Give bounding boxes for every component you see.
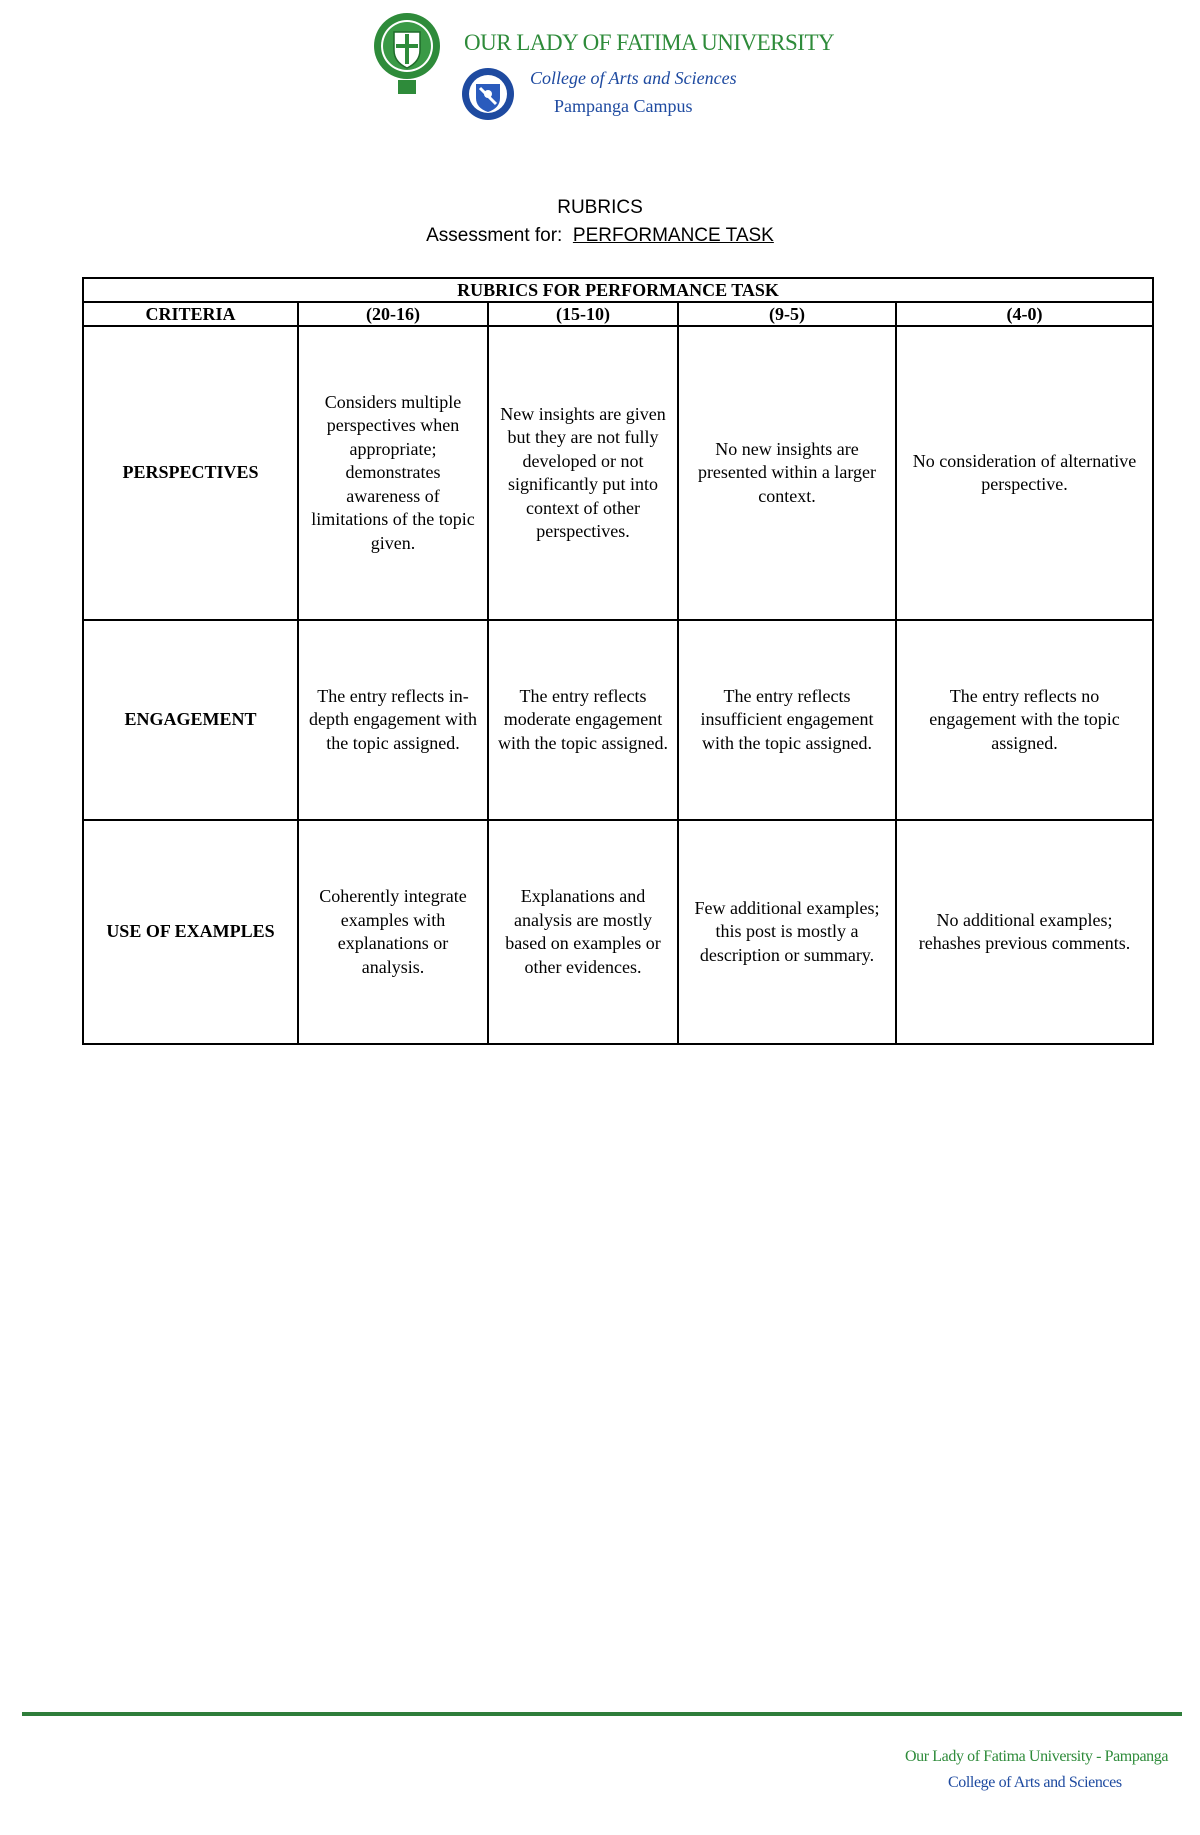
letterhead [372,6,835,126]
descriptor-cell: The entry reflects moderate engagement with the topic assigned. [488,620,678,820]
descriptor-cell: New insights are given but they are not fully developed or not significantly put into context of other perspectives. [488,326,678,620]
descriptor-cell: Considers multiple perspectives when appropriate; demonstrates awareness of limitations of the topic given. [298,326,488,620]
descriptor-cell: Explanations and analysis are mostly based on examples or other evidences. [488,820,678,1044]
header-score-15-10: (15-10) [488,302,678,326]
title-block [0,194,1200,250]
criteria-cell: ENGAGEMENT [83,620,298,820]
footer-divider [22,1712,1182,1716]
rubric-caption-row [83,278,1153,302]
descriptor-cell: No additional examples; rehashes previous comments. [896,820,1153,1044]
assessment-task: PERFORMANCE TASK [572,225,774,246]
header-criteria: CRITERIA [83,302,298,326]
campus-name: Pampanga Campus [554,96,693,116]
descriptor-cell: Few additional examples; this post is mostly a description or summary. [678,820,896,1044]
criteria-cell: USE OF EXAMPLES [83,820,298,1044]
rubric-table [82,277,1154,1045]
rubric-row-perspectives [83,326,1153,620]
college-seal-icon [460,62,516,128]
descriptor-cell: Coherently integrate examples with explanations or analysis. [298,820,488,1044]
descriptor-cell: No new insights are presented within a larger context. [678,326,896,620]
footer-university: Our Lady of Fatima University - Pampanga [905,1748,1169,1765]
rubric-header-row [83,302,1153,326]
college-name: College of Arts and Sciences [530,68,737,88]
descriptor-cell: No consideration of alternative perspective. [896,326,1153,620]
criteria-cell: PERSPECTIVES [83,326,298,620]
header-score-9-5: (9-5) [678,302,896,326]
header-score-4-0: (4-0) [896,302,1153,326]
descriptor-cell: The entry reflects in-depth engagement with the topic assigned. [298,620,488,820]
assessment-line [0,222,1200,250]
page-title: RUBRICS [557,197,643,218]
header-score-20-16: (20-16) [298,302,488,326]
university-seal-icon [372,6,442,98]
rubric-caption: RUBRICS FOR PERFORMANCE TASK [83,278,1153,302]
footer-college: College of Arts and Sciences [948,1774,1122,1791]
rubric-row-use-of-examples [83,820,1153,1044]
descriptor-cell: The entry reflects insufficient engagement with the topic assigned. [678,620,896,820]
assessment-label: Assessment for: [426,225,563,246]
rubric-row-engagement [83,620,1153,820]
descriptor-cell: The entry reflects no engagement with the topic assigned. [896,620,1153,820]
university-name: OUR LADY OF FATIMA UNIVERSITY [464,30,835,55]
